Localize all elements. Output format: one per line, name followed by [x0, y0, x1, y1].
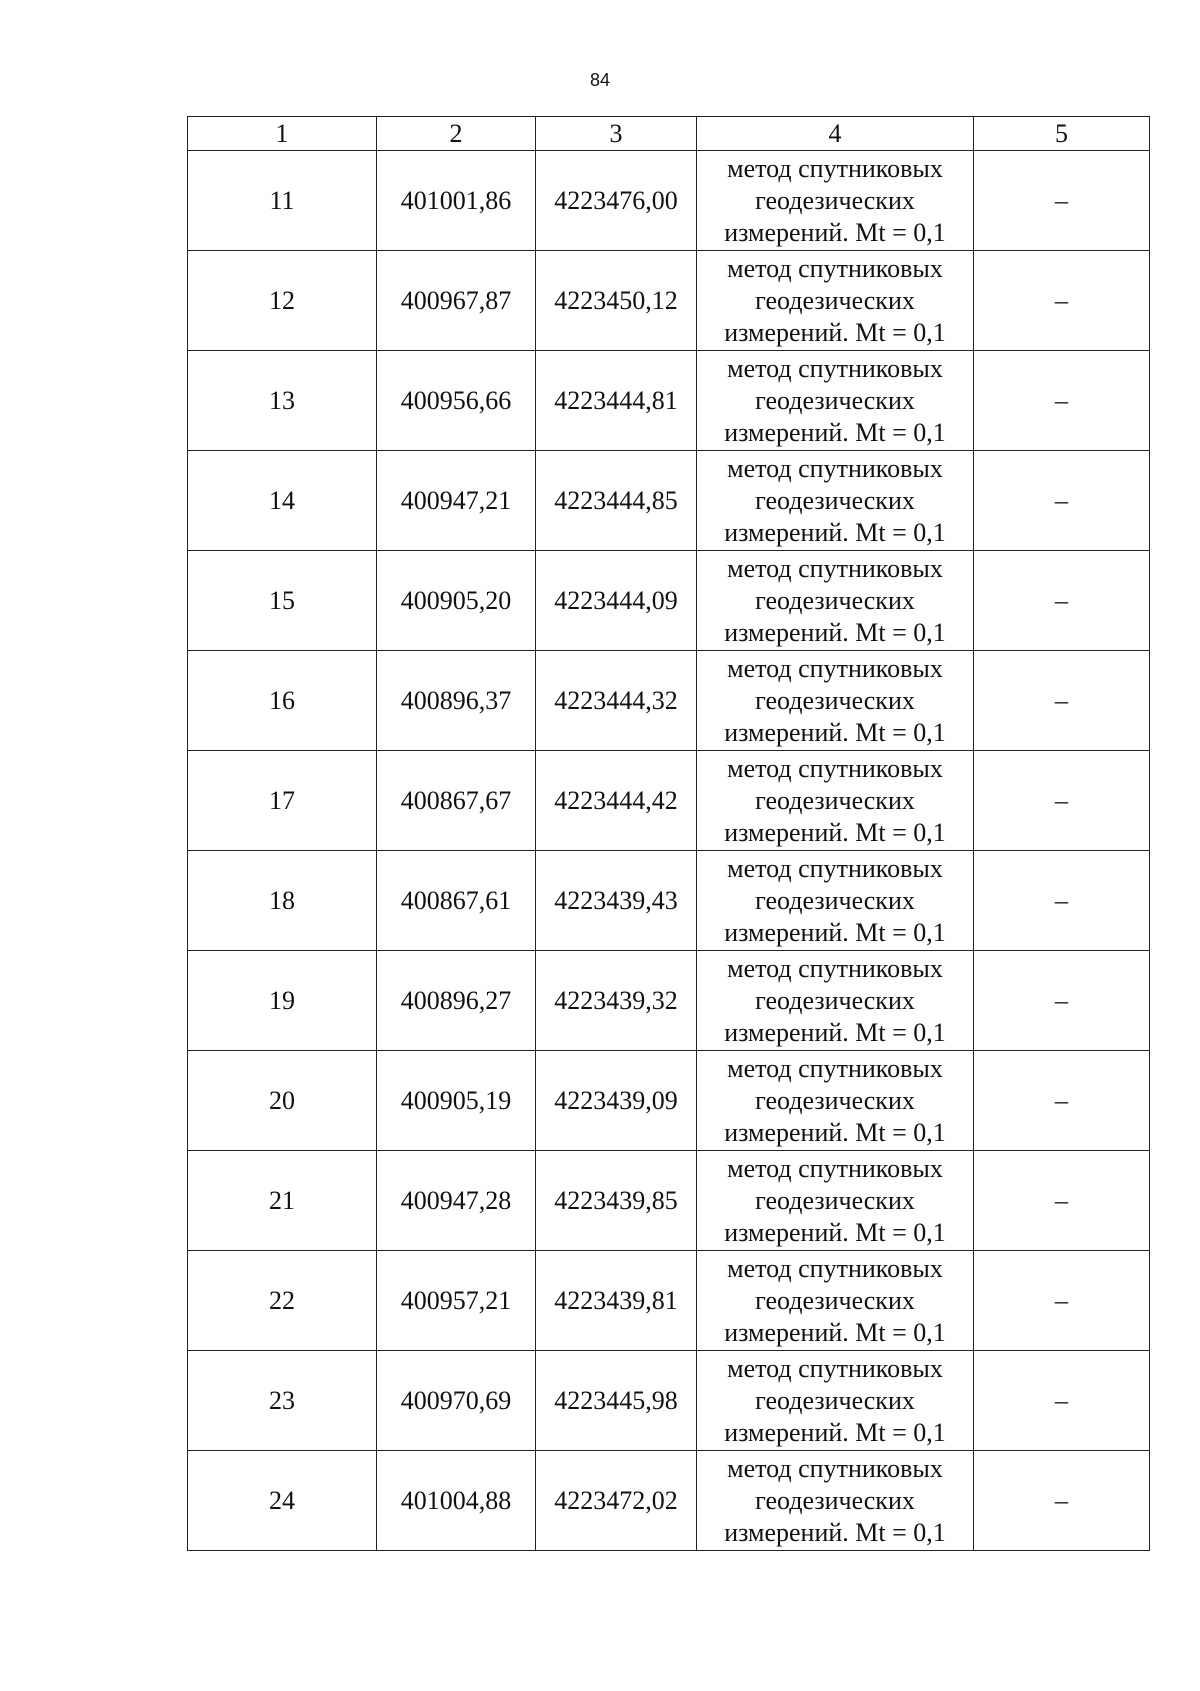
method-line: метод спутниковых: [727, 553, 943, 583]
point-number-cell: 21: [188, 1151, 377, 1251]
column-header-4: 4: [697, 117, 974, 151]
table-row: [188, 1051, 1150, 1151]
x-coordinate-cell: 400956,66: [377, 351, 536, 451]
method-line: измерений. Mt = 0,1: [724, 217, 946, 247]
page-number: 84: [589, 70, 611, 90]
method-cell: [697, 151, 974, 251]
x-coordinate-cell: 400905,19: [377, 1051, 536, 1151]
method-line: метод спутниковых: [727, 1153, 943, 1183]
y-coordinate-cell: 4223444,42: [536, 751, 697, 851]
method-line: геодезических: [755, 985, 915, 1015]
method-line: геодезических: [755, 485, 915, 515]
note-cell: –: [974, 451, 1150, 551]
y-coordinate-cell: 4223439,43: [536, 851, 697, 951]
y-coordinate-cell: 4223444,09: [536, 551, 697, 651]
table-row: [188, 151, 1150, 251]
method-line: геодезических: [755, 1285, 915, 1315]
table-body: [188, 151, 1150, 1551]
method-line: геодезических: [755, 785, 915, 815]
y-coordinate-cell: 4223439,85: [536, 1151, 697, 1251]
note-cell: –: [974, 1051, 1150, 1151]
method-line: метод спутниковых: [727, 1453, 943, 1483]
method-cell: [697, 1451, 974, 1551]
method-line: геодезических: [755, 1485, 915, 1515]
method-cell: [697, 1151, 974, 1251]
note-cell: –: [974, 551, 1150, 651]
point-number-cell: 15: [188, 551, 377, 651]
point-number-cell: 24: [188, 1451, 377, 1551]
note-cell: –: [974, 351, 1150, 451]
method-line: метод спутниковых: [727, 153, 943, 183]
x-coordinate-cell: 401004,88: [377, 1451, 536, 1551]
y-coordinate-cell: 4223439,81: [536, 1251, 697, 1351]
point-number-cell: 11: [188, 151, 377, 251]
table-row: [188, 1351, 1150, 1451]
method-line: измерений. Mt = 0,1: [724, 1217, 946, 1247]
point-number-cell: 12: [188, 251, 377, 351]
table-row: [188, 651, 1150, 751]
point-number-cell: 13: [188, 351, 377, 451]
y-coordinate-cell: 4223439,09: [536, 1051, 697, 1151]
point-number-cell: 23: [188, 1351, 377, 1451]
y-coordinate-cell: 4223445,98: [536, 1351, 697, 1451]
method-line: метод спутниковых: [727, 953, 943, 983]
method-line: геодезических: [755, 885, 915, 915]
method-cell: [697, 751, 974, 851]
y-coordinate-cell: 4223444,85: [536, 451, 697, 551]
y-coordinate-cell: 4223472,02: [536, 1451, 697, 1551]
method-line: измерений. Mt = 0,1: [724, 1317, 946, 1347]
x-coordinate-cell: 400967,87: [377, 251, 536, 351]
note-cell: –: [974, 1151, 1150, 1251]
x-coordinate-cell: 400947,28: [377, 1151, 536, 1251]
point-number-cell: 19: [188, 951, 377, 1051]
method-line: метод спутниковых: [727, 853, 943, 883]
column-header-3: 3: [536, 117, 697, 151]
method-line: геодезических: [755, 1085, 915, 1115]
method-line: измерений. Mt = 0,1: [724, 717, 946, 747]
note-cell: –: [974, 151, 1150, 251]
method-line: метод спутниковых: [727, 1253, 943, 1283]
x-coordinate-cell: 401001,86: [377, 151, 536, 251]
method-cell: [697, 451, 974, 551]
table-header-row: [188, 117, 1150, 151]
table-row: [188, 351, 1150, 451]
point-number-cell: 14: [188, 451, 377, 551]
method-line: измерений. Mt = 0,1: [724, 517, 946, 547]
x-coordinate-cell: 400896,27: [377, 951, 536, 1051]
method-cell: [697, 251, 974, 351]
method-line: геодезических: [755, 685, 915, 715]
table-row: [188, 851, 1150, 951]
point-number-cell: 22: [188, 1251, 377, 1351]
point-number-cell: 17: [188, 751, 377, 851]
column-header-1: 1: [188, 117, 377, 151]
method-line: метод спутниковых: [727, 253, 943, 283]
point-number-cell: 18: [188, 851, 377, 951]
method-line: измерений. Mt = 0,1: [724, 1417, 946, 1447]
x-coordinate-cell: 400970,69: [377, 1351, 536, 1451]
x-coordinate-cell: 400947,21: [377, 451, 536, 551]
x-coordinate-cell: 400905,20: [377, 551, 536, 651]
method-cell: [697, 951, 974, 1051]
note-cell: –: [974, 251, 1150, 351]
table-row: [188, 251, 1150, 351]
method-line: метод спутниковых: [727, 1053, 943, 1083]
method-line: геодезических: [755, 1385, 915, 1415]
method-line: измерений. Mt = 0,1: [724, 317, 946, 347]
method-cell: [697, 1251, 974, 1351]
coordinates-table: [187, 116, 1150, 1551]
method-line: измерений. Mt = 0,1: [724, 1117, 946, 1147]
method-line: метод спутниковых: [727, 1353, 943, 1383]
y-coordinate-cell: 4223476,00: [536, 151, 697, 251]
table-row: [188, 951, 1150, 1051]
y-coordinate-cell: 4223450,12: [536, 251, 697, 351]
method-line: геодезических: [755, 285, 915, 315]
point-number-cell: 20: [188, 1051, 377, 1151]
method-cell: [697, 1051, 974, 1151]
note-cell: –: [974, 1251, 1150, 1351]
method-line: измерений. Mt = 0,1: [724, 817, 946, 847]
point-number-cell: 16: [188, 651, 377, 751]
method-cell: [697, 1351, 974, 1451]
method-line: метод спутниковых: [727, 653, 943, 683]
note-cell: –: [974, 651, 1150, 751]
method-line: метод спутниковых: [727, 353, 943, 383]
x-coordinate-cell: 400896,37: [377, 651, 536, 751]
table-row: [188, 551, 1150, 651]
x-coordinate-cell: 400867,67: [377, 751, 536, 851]
method-line: измерений. Mt = 0,1: [724, 417, 946, 447]
method-line: геодезических: [755, 585, 915, 615]
note-cell: –: [974, 1351, 1150, 1451]
note-cell: –: [974, 1451, 1150, 1551]
table-row: [188, 1251, 1150, 1351]
table-row: [188, 1451, 1150, 1551]
table-row: [188, 1151, 1150, 1251]
method-line: измерений. Mt = 0,1: [724, 1517, 946, 1547]
y-coordinate-cell: 4223444,81: [536, 351, 697, 451]
x-coordinate-cell: 400867,61: [377, 851, 536, 951]
table-row: [188, 451, 1150, 551]
method-cell: [697, 551, 974, 651]
note-cell: –: [974, 851, 1150, 951]
method-line: геодезических: [755, 385, 915, 415]
method-cell: [697, 851, 974, 951]
method-line: измерений. Mt = 0,1: [724, 617, 946, 647]
table-row: [188, 751, 1150, 851]
method-line: измерений. Mt = 0,1: [724, 917, 946, 947]
note-cell: –: [974, 951, 1150, 1051]
method-cell: [697, 651, 974, 751]
note-cell: –: [974, 751, 1150, 851]
method-cell: [697, 351, 974, 451]
method-line: геодезических: [755, 185, 915, 215]
method-line: метод спутниковых: [727, 453, 943, 483]
column-header-2: 2: [377, 117, 536, 151]
method-line: геодезических: [755, 1185, 915, 1215]
y-coordinate-cell: 4223444,32: [536, 651, 697, 751]
y-coordinate-cell: 4223439,32: [536, 951, 697, 1051]
method-line: измерений. Mt = 0,1: [724, 1017, 946, 1047]
method-line: метод спутниковых: [727, 753, 943, 783]
x-coordinate-cell: 400957,21: [377, 1251, 536, 1351]
column-header-5: 5: [974, 117, 1150, 151]
